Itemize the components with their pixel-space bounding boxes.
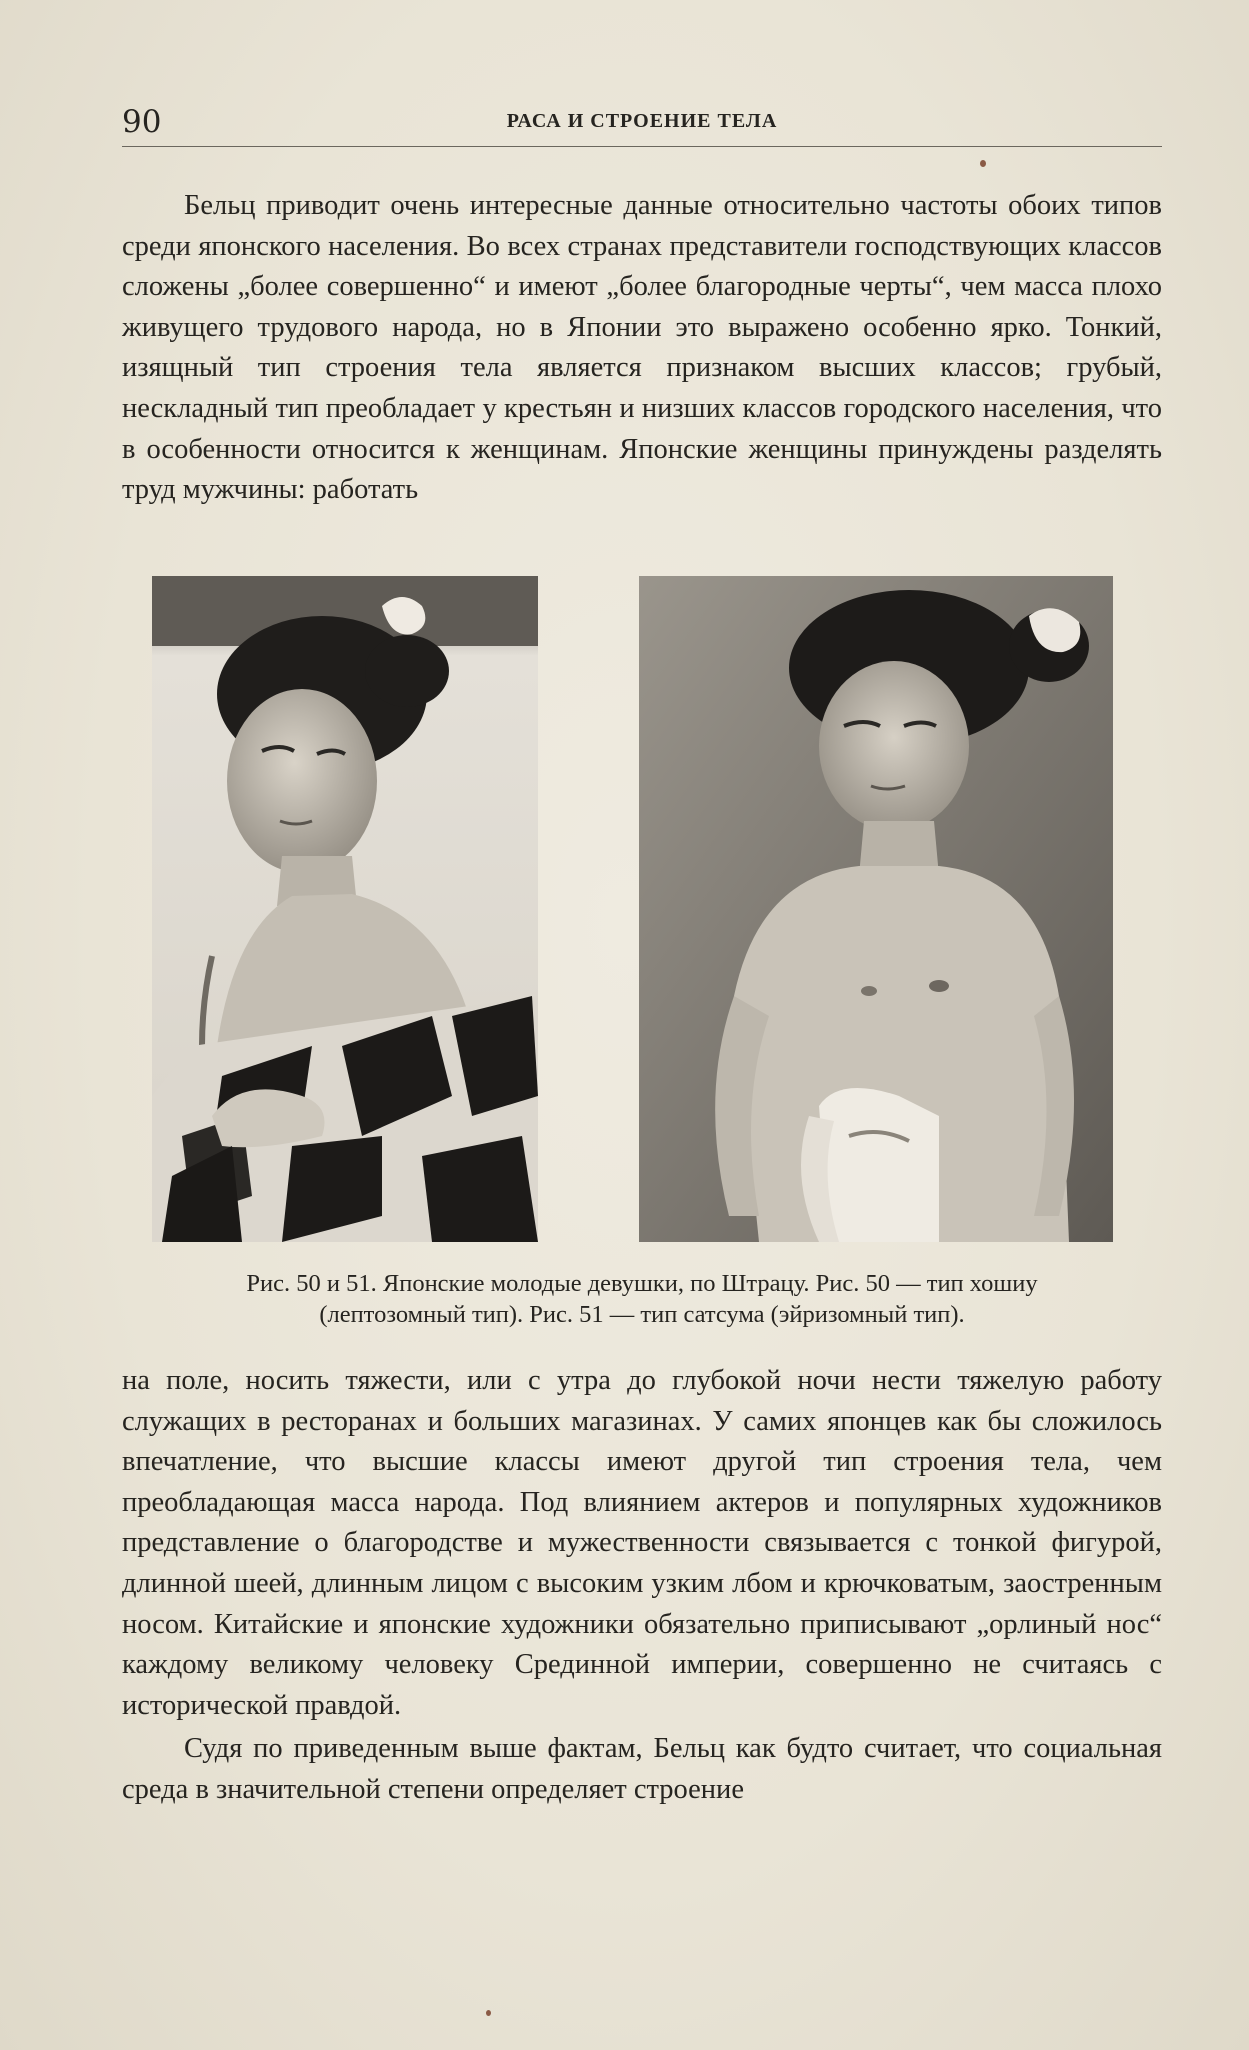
caption-line-1: Рис. 50 и 51. Японские молодые девушки, по Штрацу. Рис. 50 — тип хошиу [246,1270,1038,1297]
ink-speck [486,2010,491,2016]
paragraph-3-text: Судя по приведенным выше фактам, Бельц как будто считает, что социальная среда в значительной степени определяет строение [122,1733,1162,1805]
figure-50-photo [152,576,538,1242]
paragraph-2 [122,1361,1162,1726]
page-number: 90 [122,104,162,140]
paragraph-3 [122,1729,1162,1810]
paragraph-1-text: Бельц приводит очень интересные данные относительно частоты обоих типов среди японского населения. Во всех странах представители господствующих классов сложены „более совершенно“ и имеют „более благородные черты“, чем масса плохо живущего трудового народа, но в Японии это выражено особенно ярко. Тонкий, изящный тип строения тела является признаком высших классов; грубый, нескладный тип преобладает у крестьян и низших классов городского населения, что в особенности относится к женщинам. Японские женщины принуждены разделять труд мужчины: работать [122,190,1162,506]
paragraph-1 [122,186,1162,511]
photo-girl-fig-50 [152,576,538,1242]
figure-51-photo [639,576,1113,1242]
photo-girl-fig-51 [639,576,1113,1242]
paragraph-2-text: на поле, носить тяжести, или с утра до глубокой ночи нести тяжелую работу служащих в ресторанах и больших магазинах. У самих японцев как бы сложилось впечатление, что высшие классы имеют другой тип строения тела, чем преобладающая масса народа. Под влиянием актеров и популярных художников представление о благородстве и мужественности связывается с тонкой фигурой, длинной шеей, длинным лицом с высоким узким лбом и крючковатым, заостренным носом. Китайские и японские художники обязательно приписывают „орлиный нос“ каждому великому человеку Срединной империи, совершенно не считаясь с исторической правдой. [122,1365,1162,1721]
page-header [122,102,1162,147]
figure-caption [122,1268,1162,1330]
running-title: РАСА И СТРОЕНИЕ ТЕЛА [506,110,778,132]
caption-line-2: (лептозомный тип). Рис. 51 — тип сатсума (эйризомный тип). [319,1301,965,1328]
ink-speck [980,160,986,167]
